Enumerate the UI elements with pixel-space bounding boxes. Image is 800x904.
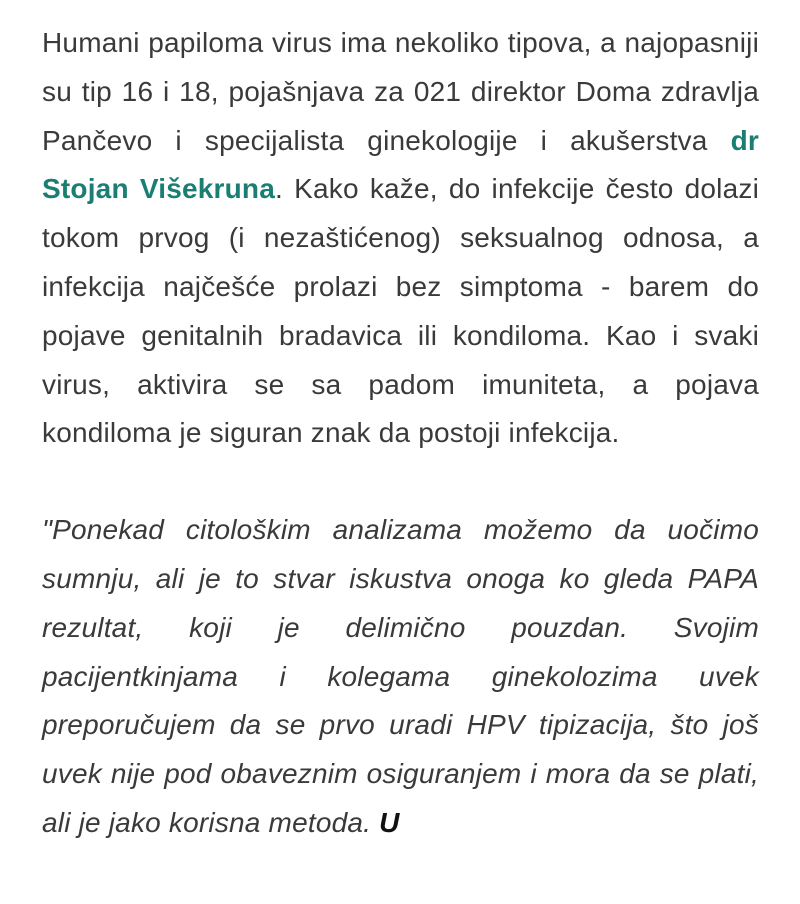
intro-text-end: . Kako kaže, do infekcije često dolazi tokom prvog (i nezaštićenog) seksualnog odnosa, a infekcija najčešće prolazi bez simptoma - barem do pojave genitalnih bradavica ili kondiloma. Kao i svaki virus, aktivira se sa padom imuniteta, a pojava kondiloma je siguran znak da postoji infekcija. xyxy=(42,173,759,449)
quote-bold-text: U xyxy=(379,806,400,838)
quote-text: "Ponekad citološkim analizama možemo da uočimo sumnju, ali je to stvar iskustva onoga ko gleda PAPA rezultat, koji je delimično pouzdan. Svojim pacijentkinjama i kolegama ginekolozima uvek preporučujem da se prvo uradi HPV tipizacija, što još uvek nije pod obaveznim osiguranjem i mora da se plati, ali je jako korisna metoda. xyxy=(42,514,759,838)
article-body xyxy=(42,19,759,848)
intro-text-start: Humani papiloma virus ima nekoliko tipova, a najopasniji su tip 16 i 18, pojašnjava za 021 direktor Doma zdravlja Pančevo i specijalista ginekologije i akušerstva xyxy=(42,27,759,156)
doctor-name-link[interactable]: dr Stojan Višekruna xyxy=(42,124,759,205)
quote-paragraph xyxy=(42,506,759,848)
intro-paragraph xyxy=(42,19,759,458)
